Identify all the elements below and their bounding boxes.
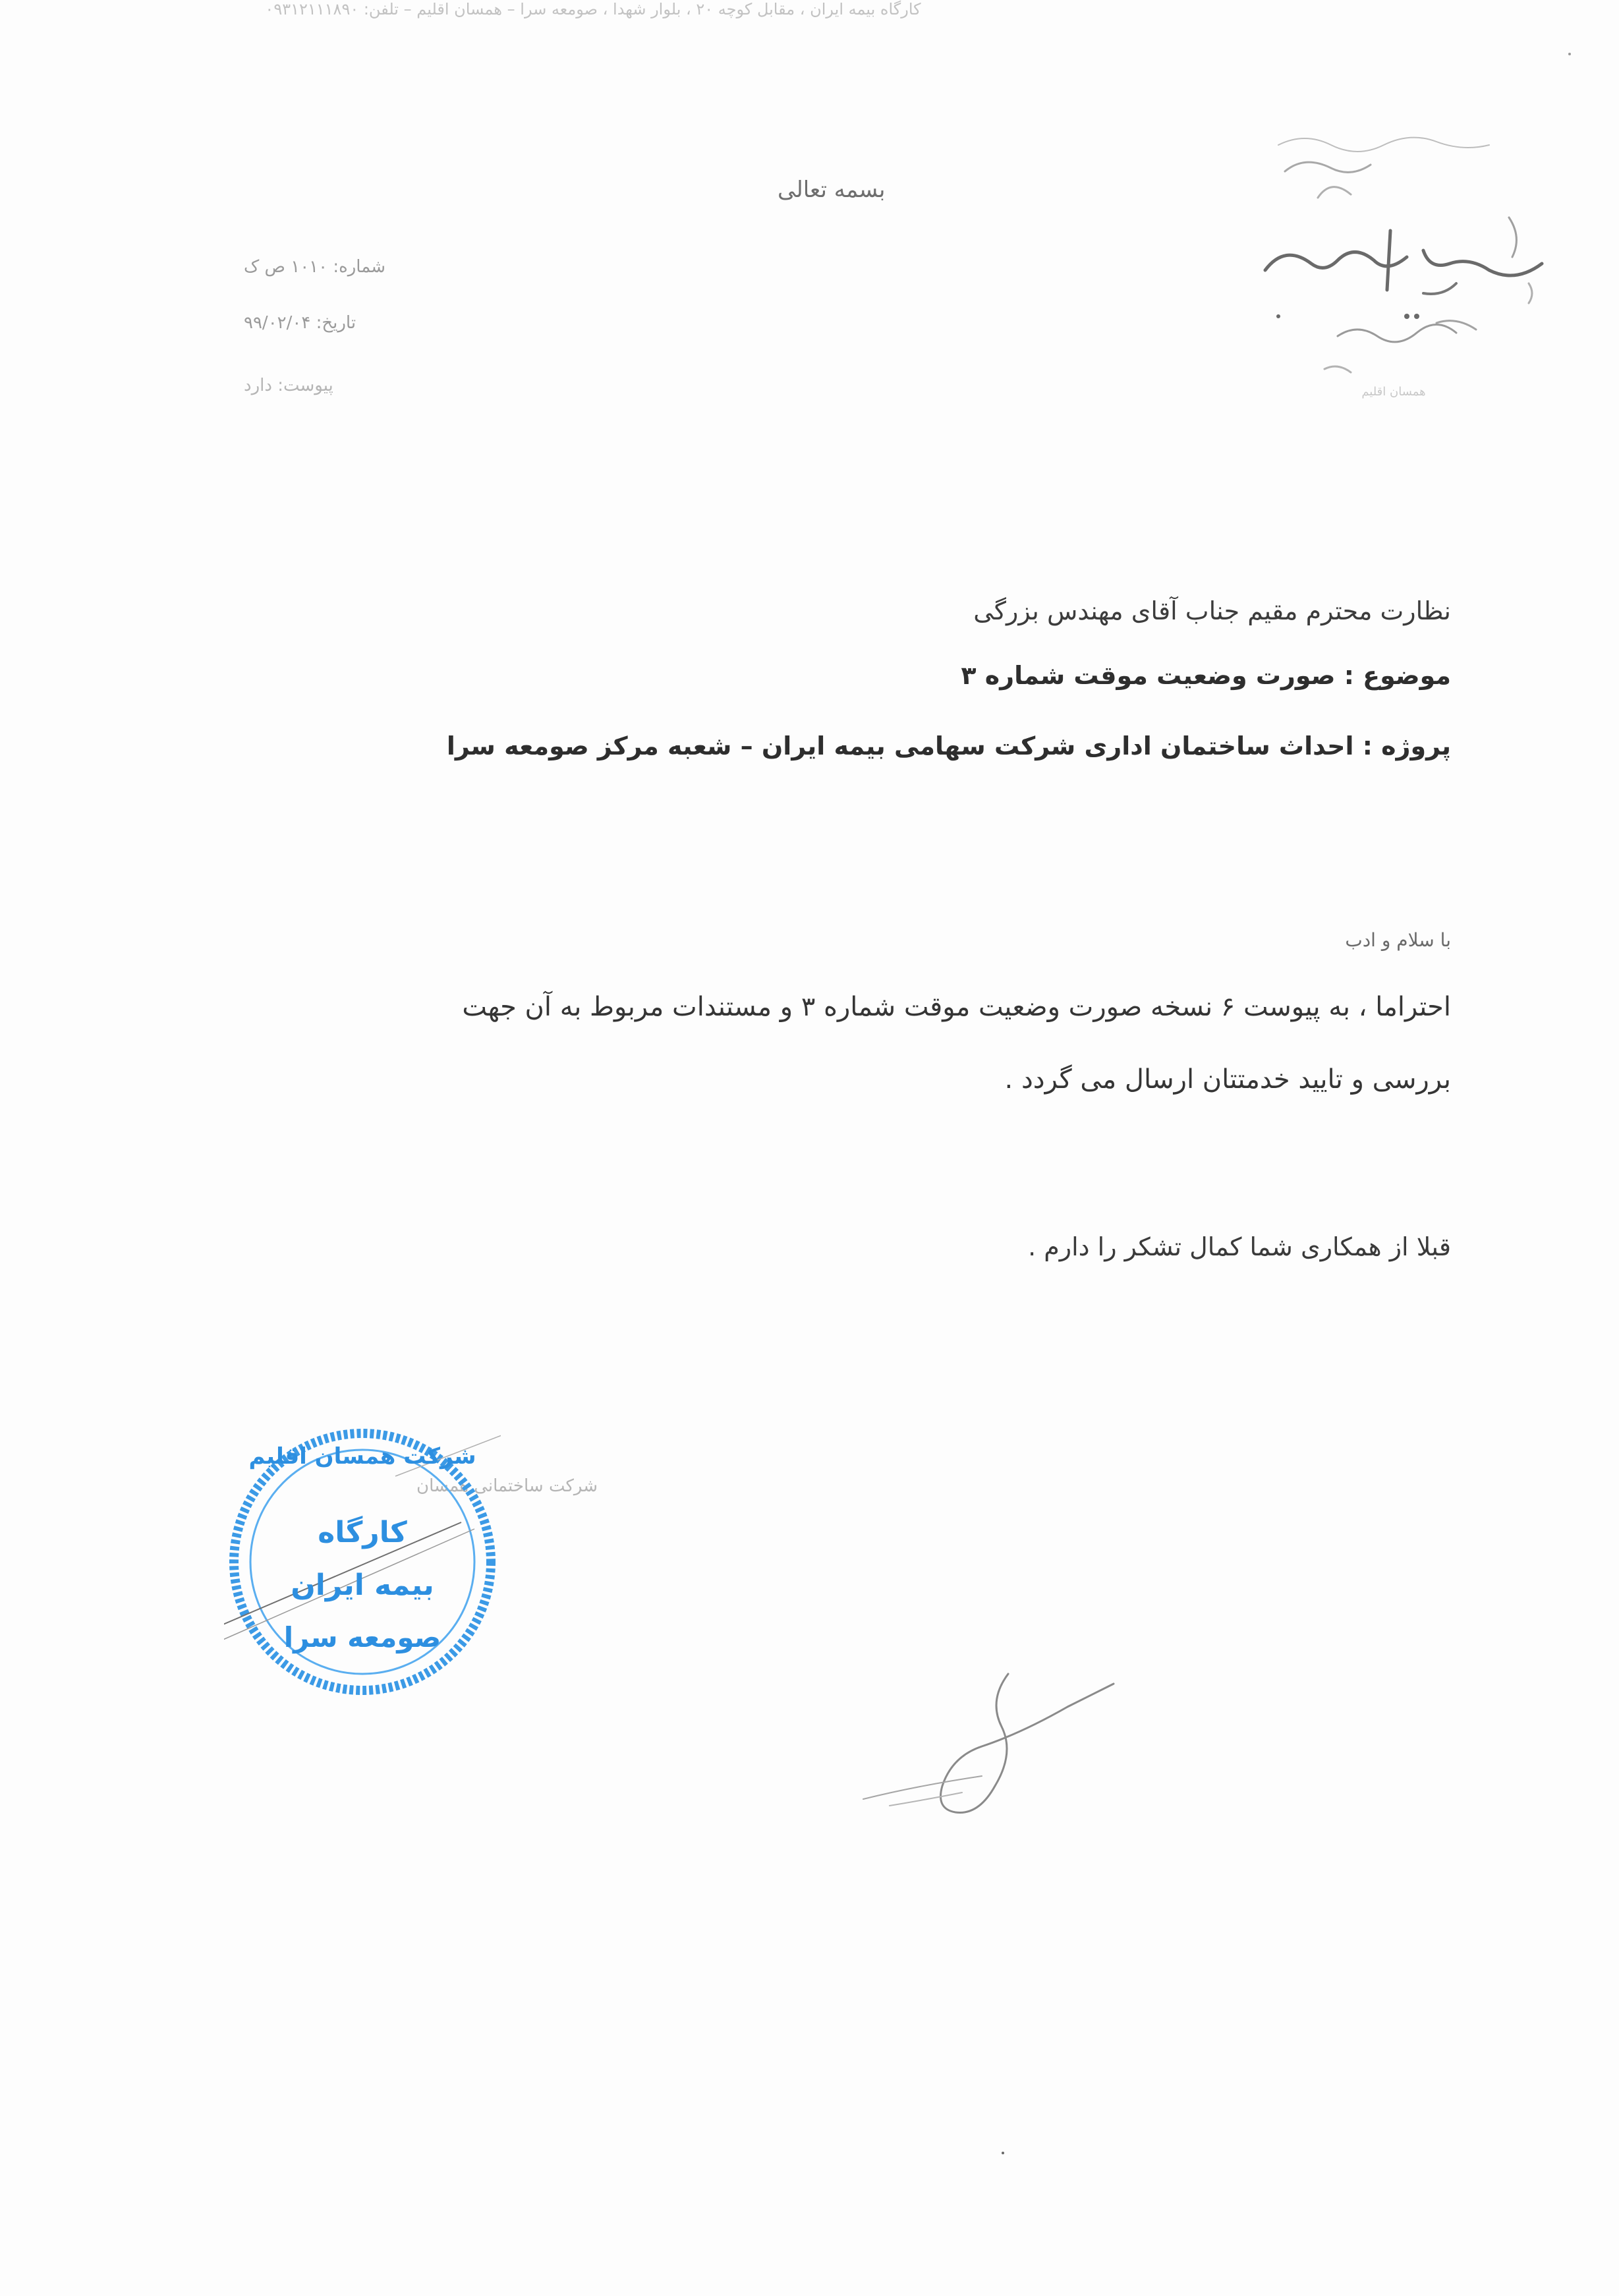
letterhead-text: همسان اقلیم [1361, 385, 1426, 399]
company-stamp [224, 1423, 501, 1700]
closing-line: قبلا از همکاری شما کمال تشکر را دارم . [1028, 1232, 1451, 1261]
letter-number: شماره: ۱۰۱۰ ص ک [244, 257, 386, 277]
project-line: پروژه : احداث ساختمان اداری شرکت سهامی بیمه ایران – شعبه مرکز صومعه سرا [446, 732, 1451, 761]
letter-date: تاریخ: ۹۹/۰۲/۰۴ [244, 313, 356, 333]
scan-speck [1002, 2152, 1004, 2154]
scan-speck [1568, 53, 1571, 55]
body-paragraph-line-2: بررسی و تایید خدمتتان ارسال می گردد . [1004, 1064, 1451, 1095]
stamp-company-text: شرکت همسان اقلیم [248, 1443, 476, 1470]
stamp-city-text: صومعه سرا [283, 1621, 441, 1653]
greeting: با سلام و ادب [1345, 929, 1451, 951]
body-paragraph-line-1: احتراما ، به پیوست ۶ نسخه صورت وضعیت موقت شماره ۳ و مستندات مربوط به آن جهت [462, 992, 1451, 1022]
subject-line: موضوع : صورت وضعیت موقت شماره ۳ [961, 661, 1451, 690]
stamp-client-text: بیمه ایران [291, 1568, 434, 1602]
recipient-line: نظارت محترم مقیم جناب آقای مهندس بزرگی [973, 596, 1451, 625]
company-logo [1239, 119, 1548, 409]
invocation-heading: بسمه تعالی [778, 177, 886, 203]
signature [850, 1661, 1153, 1858]
footer-address: کارگاه بیمه ایران ، مقابل کوچه ۲۰ ، بلوار شهدا ، صومعه سرا – همسان اقلیم – تلفن: ۰۹۳۱۲۱۱۱۸۹۰ [265, 0, 921, 18]
letter-attachment: پیوست: دارد [244, 376, 333, 395]
company-name-faint: شرکت ساختمانی همسان [416, 1476, 598, 1496]
stamp-workshop-text: کارگاه [318, 1516, 407, 1549]
